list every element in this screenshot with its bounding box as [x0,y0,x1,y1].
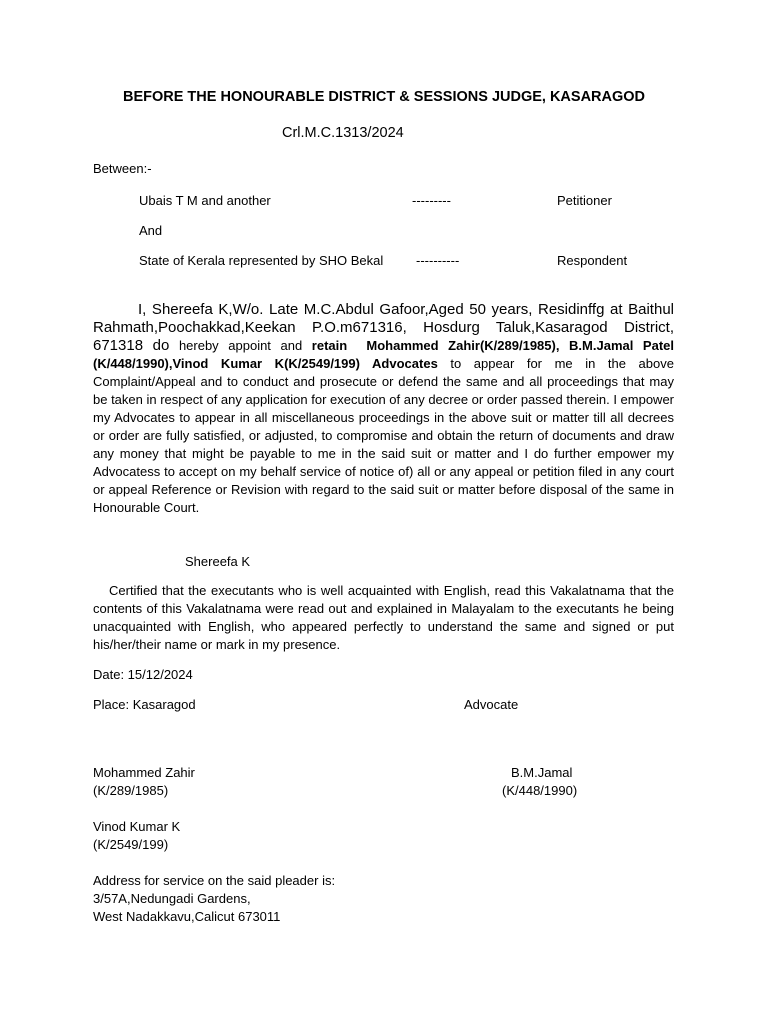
vakalat-advocates: Mohammed Zahir(K/289/1985), B.M.Jamal Patel (K/448/1990),Vinod Kumar K(K/2549/199) Advocates [93,338,674,371]
certificate-text: Certified that the executants who is well acquainted with English, read this Vakalatnama that the contents of this Vakalatnama were read out and explained in Malayalam to the executants he being unacquainted with English, who appeared perfectly to understand the same and signed or put his/her/their name or mark in my presence. [93,583,674,652]
date-line: Date: 15/12/2024 [93,667,193,682]
case-number: Crl.M.C.1313/2024 [282,125,404,141]
petitioner-name: Ubais T M and another [139,193,271,208]
advocate-3-enrol: (K/2549/199) [93,837,169,852]
advocate-label: Advocate [464,697,519,712]
respondent-dash: ---------- [416,253,460,268]
signatory-name: Shereefa K [185,554,251,569]
address-label: Address for service on the said pleader is: [93,873,336,888]
address-line-1: 3/57A,Nedungadi Gardens, [93,891,251,906]
vakalat-do: do [152,337,170,354]
place-line: Place: Kasaragod [93,697,196,712]
vakalat-retain: retain [311,338,348,353]
advocate-3-name: Vinod Kumar K [93,819,181,834]
respondent-name: State of Kerala represented by SHO Bekal [139,253,384,268]
and-label: And [139,223,163,238]
advocate-1-enrol: (K/289/1985) [93,783,169,798]
court-heading: BEFORE THE HONOURABLE DISTRICT & SESSIONS JUDGE, KASARAGOD [122,89,646,105]
certificate-paragraph [93,582,674,654]
advocate-2-enrol: (K/448/1990) [502,783,578,798]
between-label: Between:- [93,161,152,176]
address-line-2: West Nadakkavu,Calicut 673011 [93,909,281,924]
petitioner-role: Petitioner [557,193,612,208]
vakalat-intro: I, Shereefa K,W/o. Late M.C.Abdul Gafoor,Aged 50 years, Residinffg at Baithul Rahmath,Poochakkad,Keekan P.O.m671316, Hosdurg Taluk,Kasaragod District, 671318 [93,301,674,354]
vakalat-body: to appear for me in the above Complaint/Appeal and to conduct and prosecute or defend the same and all proceedings that may be taken in respect of any application for execution of any decree or order passed therein. I empower my Advocates to appear in all miscellaneous proceedings in the above suit or matter till all decrees or order are fully satisfied, or adjusted, to compromise and obtain the return of documents and draw any money that might be payable to me in the said suit or matter and I do further empower my Advocatess to accept on my behalf service of notice of) all or any appeal or petition filed in any court or appeal Reference or Revision with regard to the said suit or matter before disposal of the same in Honourable Court. [93,356,675,515]
petitioner-dash: --------- [412,193,451,208]
respondent-role: Respondent [557,253,628,268]
vakalat-paragraph [93,301,674,517]
advocate-1-name: Mohammed Zahir [93,765,195,780]
advocate-2-name: B.M.Jamal [511,765,573,780]
vakalat-appoint: hereby appoint and [178,338,303,353]
